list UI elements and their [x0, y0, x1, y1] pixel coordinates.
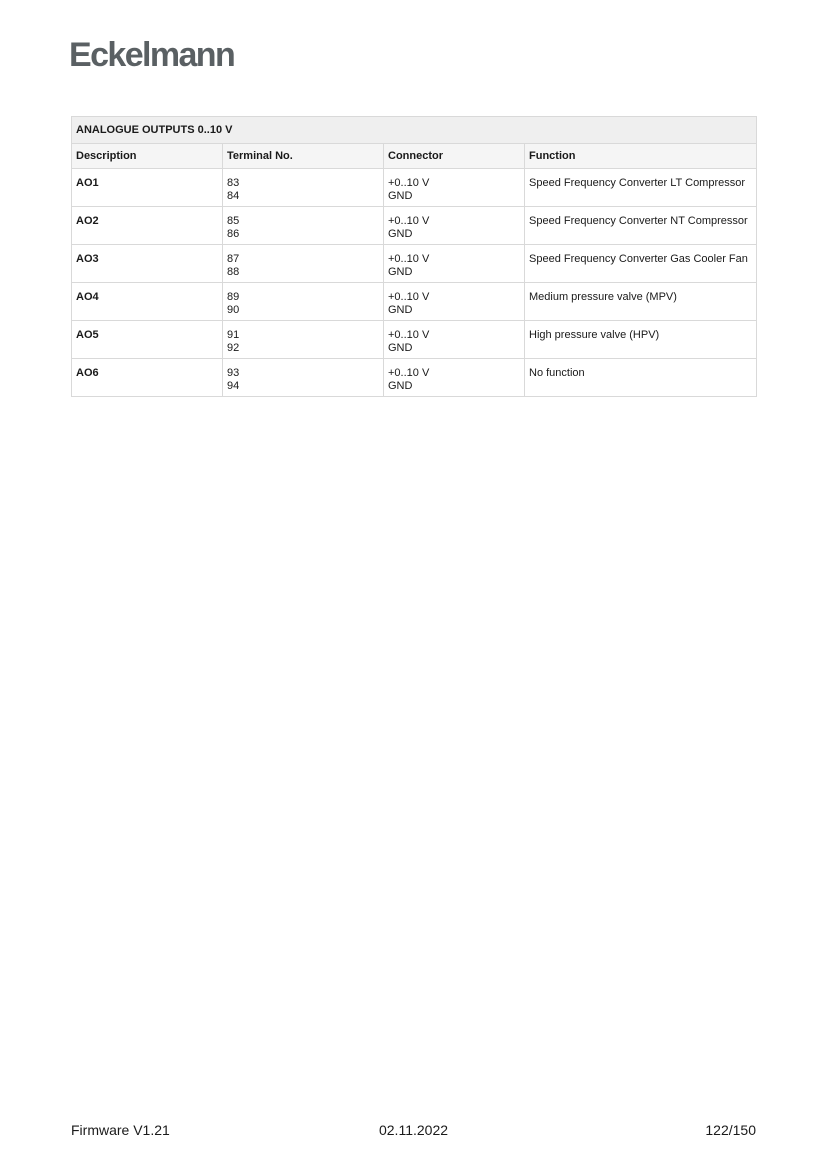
connector-ground: GND	[388, 342, 413, 354]
table-row	[72, 207, 757, 245]
cell-function: Medium pressure valve (MPV)	[525, 283, 757, 321]
analogue-outputs-table	[71, 116, 757, 397]
cell-description: AO5	[72, 321, 223, 359]
connector-ground: GND	[388, 380, 413, 392]
connector-signal: +0..10 V	[388, 329, 430, 341]
terminal-signal: 85	[227, 215, 240, 227]
footer-page-number: 122/150	[705, 1122, 756, 1138]
cell-connector	[384, 245, 525, 283]
column-header-terminal: Terminal No.	[223, 144, 384, 169]
table-caption-row	[72, 117, 757, 144]
connector-signal: +0..10 V	[388, 291, 430, 303]
terminal-signal: 83	[227, 177, 240, 189]
terminal-ground: 88	[227, 266, 240, 278]
table-row	[72, 321, 757, 359]
cell-connector	[384, 207, 525, 245]
cell-description: AO4	[72, 283, 223, 321]
table-row	[72, 245, 757, 283]
connector-signal: +0..10 V	[388, 177, 430, 189]
footer-date: 02.11.2022	[378, 1122, 449, 1138]
table-row	[72, 169, 757, 207]
connector-signal: +0..10 V	[388, 367, 430, 379]
cell-terminal	[223, 207, 384, 245]
cell-connector	[384, 321, 525, 359]
cell-terminal	[223, 245, 384, 283]
cell-function: No function	[525, 359, 757, 397]
cell-terminal	[223, 169, 384, 207]
connector-signal: +0..10 V	[388, 215, 430, 227]
table-header-row	[72, 144, 757, 169]
cell-terminal	[223, 283, 384, 321]
connector-ground: GND	[388, 228, 413, 240]
cell-connector	[384, 169, 525, 207]
connector-ground: GND	[388, 304, 413, 316]
cell-description: AO3	[72, 245, 223, 283]
footer-firmware-version: Firmware V1.21	[71, 1122, 170, 1138]
column-header-connector: Connector	[384, 144, 525, 169]
connector-ground: GND	[388, 190, 413, 202]
terminal-ground: 94	[227, 380, 240, 392]
connector-signal: +0..10 V	[388, 253, 430, 265]
cell-connector	[384, 283, 525, 321]
terminal-ground: 92	[227, 342, 240, 354]
terminal-signal: 89	[227, 291, 240, 303]
terminal-signal: 87	[227, 253, 240, 265]
cell-description: AO1	[72, 169, 223, 207]
cell-terminal	[223, 359, 384, 397]
cell-function: Speed Frequency Converter LT Compressor	[525, 169, 757, 207]
table-row	[72, 283, 757, 321]
cell-description: AO2	[72, 207, 223, 245]
cell-function: High pressure valve (HPV)	[525, 321, 757, 359]
eckelmann-logo: Eckelmann	[69, 36, 235, 74]
terminal-signal: 93	[227, 367, 240, 379]
terminal-signal: 91	[227, 329, 240, 341]
cell-connector	[384, 359, 525, 397]
terminal-ground: 86	[227, 228, 240, 240]
terminal-ground: 90	[227, 304, 240, 316]
column-header-function: Function	[525, 144, 757, 169]
cell-terminal	[223, 321, 384, 359]
connector-ground: GND	[388, 266, 413, 278]
cell-function: Speed Frequency Converter NT Compressor	[525, 207, 757, 245]
cell-function: Speed Frequency Converter Gas Cooler Fan	[525, 245, 757, 283]
table-row	[72, 359, 757, 397]
terminal-ground: 84	[227, 190, 240, 202]
column-header-description: Description	[72, 144, 223, 169]
table-title: ANALOGUE OUTPUTS 0..10 V	[72, 117, 757, 144]
cell-description: AO6	[72, 359, 223, 397]
